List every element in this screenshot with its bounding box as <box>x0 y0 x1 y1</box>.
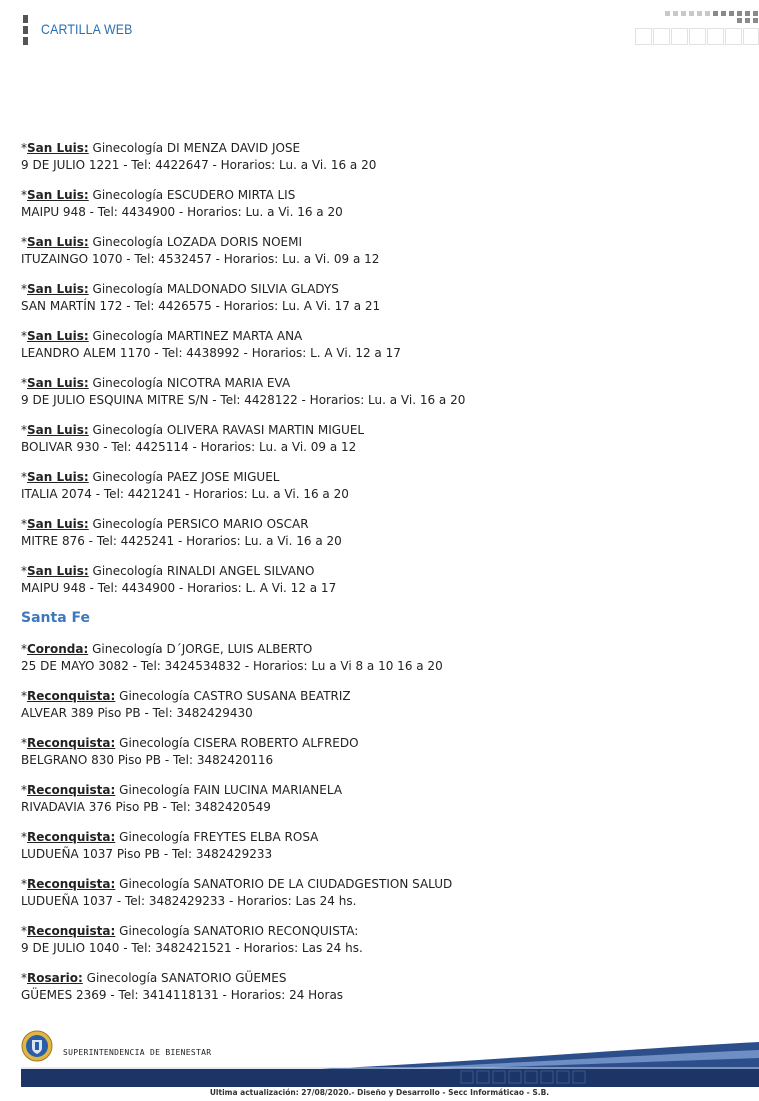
entry-specialty: Ginecología <box>119 689 190 703</box>
entry-location: Coronda: <box>27 642 89 656</box>
entry-provider-name: MARTINEZ MARTA ANA <box>166 329 303 343</box>
provider-entry <box>21 234 741 268</box>
entry-details: MAIPU 948 - Tel: 4434900 - Horarios: Lu. a Vi. 16 a 20 <box>21 205 343 219</box>
entry-specialty: Ginecología <box>92 376 164 390</box>
entry-location: Reconquista: <box>27 877 116 891</box>
entry-prefix: * <box>21 470 27 484</box>
entry-location: San Luis: <box>27 282 89 296</box>
entry-prefix: * <box>21 564 27 578</box>
entry-location: Reconquista: <box>27 736 116 750</box>
entry-location: San Luis: <box>27 235 89 249</box>
provider-entry <box>21 688 741 722</box>
entry-location: Rosario: <box>27 971 83 985</box>
entry-specialty: Ginecología <box>119 877 190 891</box>
entry-provider-name: FREYTES ELBA ROSA <box>193 830 319 844</box>
entry-details: LUDUEÑA 1037 - Tel: 3482429233 - Horarios: Las 24 hs. <box>21 894 357 908</box>
entry-location: San Luis: <box>27 141 89 155</box>
provider-entry <box>21 876 741 910</box>
entry-provider-name: D´JORGE, LUIS ALBERTO <box>166 642 313 656</box>
entry-details: ALVEAR 389 Piso PB - Tel: 3482429430 <box>21 706 253 720</box>
entry-details: BOLIVAR 930 - Tel: 4425114 - Horarios: Lu. a Vi. 09 a 12 <box>21 440 357 454</box>
entry-prefix: * <box>21 376 27 390</box>
entry-provider-name: SANATORIO GÜEMES <box>161 971 287 985</box>
entry-specialty: Ginecología <box>92 564 164 578</box>
entry-specialty: Ginecología <box>92 141 164 155</box>
entry-details: ITALIA 2074 - Tel: 4421241 - Horarios: Lu. a Vi. 16 a 20 <box>21 487 349 501</box>
page-footer <box>21 1030 759 1087</box>
entry-prefix: * <box>21 783 27 797</box>
entry-prefix: * <box>21 235 27 249</box>
entry-prefix: * <box>21 141 27 155</box>
entry-location: Reconquista: <box>27 830 116 844</box>
entry-prefix: * <box>21 642 27 656</box>
entry-details: MITRE 876 - Tel: 4425241 - Horarios: Lu. a Vi. 16 a 20 <box>21 534 342 548</box>
entry-prefix: * <box>21 736 27 750</box>
entry-specialty: Ginecología <box>92 642 163 656</box>
entry-location: San Luis: <box>27 470 89 484</box>
entry-prefix: * <box>21 329 27 343</box>
entry-location: San Luis: <box>27 423 89 437</box>
entry-prefix: * <box>21 830 27 844</box>
entry-prefix: * <box>21 971 27 985</box>
provider-entry <box>21 563 741 597</box>
entry-location: San Luis: <box>27 517 89 531</box>
entry-provider-name: OLIVERA RAVASI MARTIN MIGUEL <box>166 423 365 437</box>
entry-specialty: Ginecología <box>92 235 164 249</box>
entry-location: Reconquista: <box>27 689 116 703</box>
entry-prefix: * <box>21 423 27 437</box>
provider-entry <box>21 829 741 863</box>
entry-provider-name: PERSICO MARIO OSCAR <box>166 517 309 531</box>
provider-entry <box>21 375 741 409</box>
provider-entry <box>21 782 741 816</box>
shield-badge-icon <box>21 1030 53 1062</box>
provider-entry <box>21 735 741 769</box>
entry-details: SAN MARTÍN 172 - Tel: 4426575 - Horarios: Lu. A Vi. 17 a 21 <box>21 299 381 313</box>
listing-content <box>21 140 741 1017</box>
entry-details: ITUZAINGO 1070 - Tel: 4532457 - Horarios: Lu. a Vi. 09 a 12 <box>21 252 380 266</box>
entry-provider-name: NICOTRA MARIA EVA <box>166 376 291 390</box>
header-bar-icon <box>23 15 28 45</box>
entry-location: San Luis: <box>27 564 89 578</box>
provider-entry <box>21 187 741 221</box>
footer-organization: SUPERINTENDENCIA DE BIENESTAR <box>63 1048 212 1057</box>
entry-provider-name: DI MENZA DAVID JOSE <box>166 141 301 155</box>
page-header <box>0 0 759 60</box>
provider-entry <box>21 281 741 315</box>
entry-details: 9 DE JULIO 1040 - Tel: 3482421521 - Horarios: Las 24 hs. <box>21 941 363 955</box>
entry-specialty: Ginecología <box>92 282 164 296</box>
entry-details: 9 DE JULIO ESQUINA MITRE S/N - Tel: 4428122 - Horarios: Lu. a Vi. 16 a 20 <box>21 393 466 407</box>
entry-provider-name: FAIN LUCINA MARIANELA <box>193 783 343 797</box>
entry-specialty: Ginecología <box>92 188 164 202</box>
entry-provider-name: PAEZ JOSE MIGUEL <box>166 470 280 484</box>
entry-details: BELGRANO 830 Piso PB - Tel: 3482420116 <box>21 753 274 767</box>
provider-entry <box>21 422 741 456</box>
entry-details: RIVADAVIA 376 Piso PB - Tel: 3482420549 <box>21 800 271 814</box>
entry-provider-name: SANATORIO RECONQUISTA: <box>193 924 359 938</box>
entry-provider-name: CISERA ROBERTO ALFREDO <box>193 736 359 750</box>
entry-location: San Luis: <box>27 376 89 390</box>
entry-location: Reconquista: <box>27 924 116 938</box>
entry-provider-name: ESCUDERO MIRTA LIS <box>166 188 296 202</box>
entry-details: MAIPU 948 - Tel: 4434900 - Horarios: L. A Vi. 12 a 17 <box>21 581 337 595</box>
header-title: CARTILLA WEB <box>41 21 133 37</box>
entry-location: San Luis: <box>27 329 89 343</box>
provider-entry <box>21 140 741 174</box>
entry-specialty: Ginecología <box>86 971 158 985</box>
entry-specialty: Ginecología <box>92 517 164 531</box>
entry-provider-name: CASTRO SUSANA BEATRIZ <box>193 689 351 703</box>
entry-prefix: * <box>21 877 27 891</box>
entry-prefix: * <box>21 924 27 938</box>
entry-specialty: Ginecología <box>119 830 190 844</box>
provider-entry <box>21 641 741 675</box>
entry-prefix: * <box>21 188 27 202</box>
entry-location: Reconquista: <box>27 783 116 797</box>
provider-entry <box>21 923 741 957</box>
entry-details: 25 DE MAYO 3082 - Tel: 3424534832 - Horarios: Lu a Vi 8 a 10 16 a 20 <box>21 659 443 673</box>
entry-specialty: Ginecología <box>119 736 190 750</box>
province-heading: Santa Fe <box>21 610 91 626</box>
entry-specialty: Ginecología <box>119 924 190 938</box>
entry-provider-name: RINALDI ANGEL SILVANO <box>166 564 315 578</box>
last-updated-text: Ultima actualización: 27/08/2020.- Diseño y Desarrollo - Secc Informáticao - S.B. <box>209 1088 550 1097</box>
entry-prefix: * <box>21 517 27 531</box>
entry-specialty: Ginecología <box>119 783 190 797</box>
entry-details: LEANDRO ALEM 1170 - Tel: 4438992 - Horarios: L. A Vi. 12 a 17 <box>21 346 401 360</box>
entry-prefix: * <box>21 282 27 296</box>
provider-entry <box>21 970 741 1004</box>
entry-provider-name: MALDONADO SILVIA GLADYS <box>166 282 339 296</box>
provider-entry <box>21 328 741 362</box>
footer-band <box>21 1030 759 1087</box>
entry-details: 9 DE JULIO 1221 - Tel: 4422647 - Horarios: Lu. a Vi. 16 a 20 <box>21 158 377 172</box>
entry-prefix: * <box>21 689 27 703</box>
square-grid-icon <box>635 11 759 47</box>
entry-specialty: Ginecología <box>92 470 164 484</box>
entry-details: LUDUEÑA 1037 Piso PB - Tel: 3482429233 <box>21 847 273 861</box>
entry-location: San Luis: <box>27 188 89 202</box>
entry-specialty: Ginecología <box>92 423 164 437</box>
entry-provider-name: SANATORIO DE LA CIUDADGESTION SALUD <box>193 877 453 891</box>
entry-provider-name: LOZADA DORIS NOEMI <box>166 235 302 249</box>
entry-specialty: Ginecología <box>92 329 164 343</box>
entry-details: GÜEMES 2369 - Tel: 3414118131 - Horarios: 24 Horas <box>21 988 344 1002</box>
provider-entry <box>21 469 741 503</box>
provider-entry <box>21 516 741 550</box>
